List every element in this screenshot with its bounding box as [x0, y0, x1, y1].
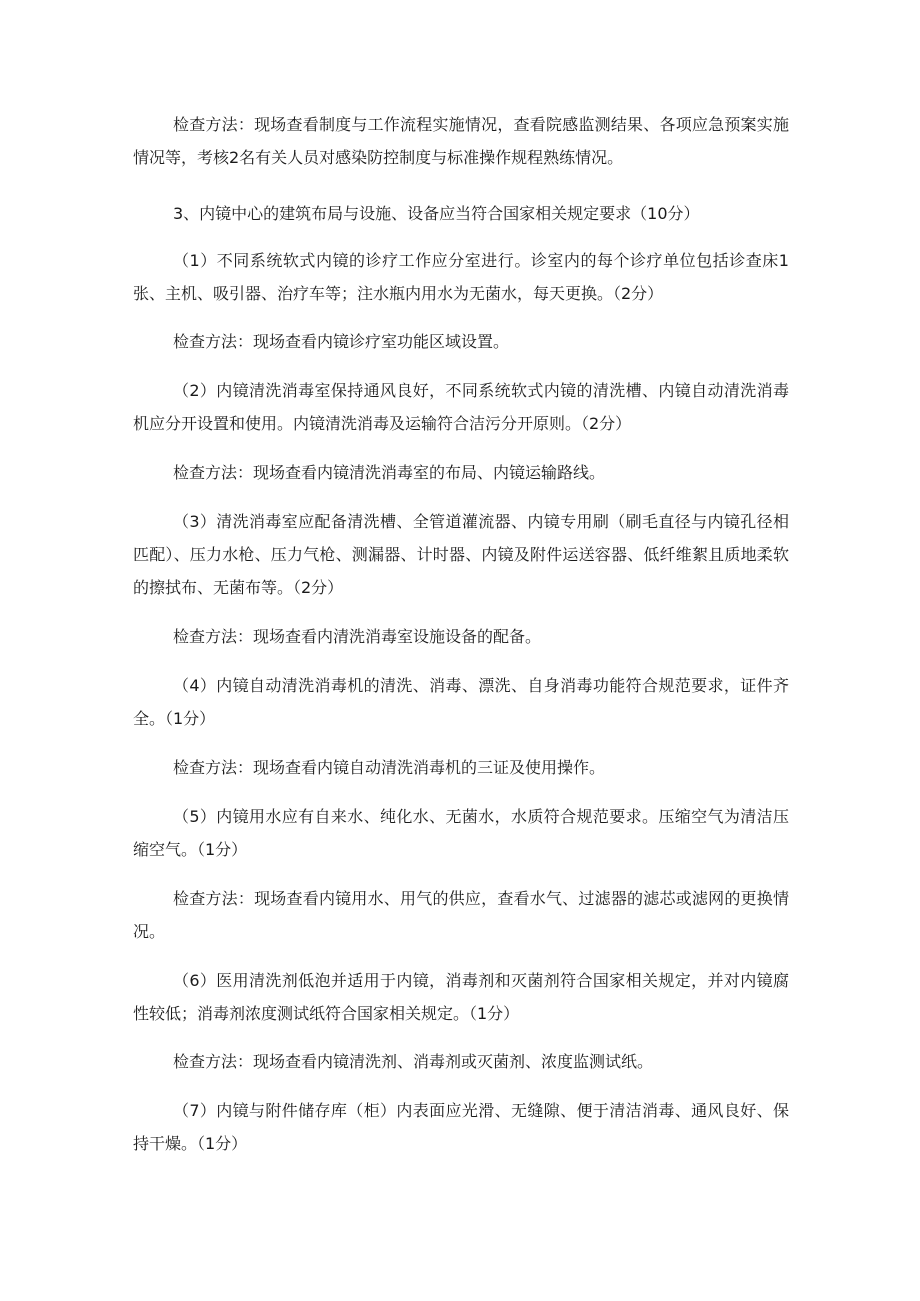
item-6-paragraph: （6）医用清洗剂低泡并适用于内镜，消毒剂和灭菌剂符合国家相关规定，并对内镜腐性较低；消毒剂浓度测试纸符合国家相关规定。（1分） — [133, 971, 789, 1023]
item-4-paragraph: （4）内镜自动清洗消毒机的清洗、消毒、漂洗、自身消毒功能符合规范要求，证件齐全。（1分） — [133, 676, 789, 728]
inspection-method-paragraph: 检查方法：现场查看内清洗消毒室设施设备的配备。 — [173, 627, 542, 646]
inspection-method-paragraph: 检查方法：现场查看内镜清洗消毒室的布局、内镜运输路线。 — [173, 463, 606, 482]
inspection-method-paragraph: 检查方法：现场查看内镜用水、用气的供应，查看水气、过滤器的滤芯或滤网的更换情况。 — [133, 889, 789, 941]
inspection-method-paragraph: 检查方法：现场查看内镜诊疗室功能区域设置。 — [173, 332, 510, 351]
item-2-paragraph: （2）内镜清洗消毒室保持通风良好，不同系统软式内镜的清洗槽、内镜自动清洗消毒机应分开设置和使用。内镜清洗消毒及运输符合洁污分开原则。（2分） — [133, 381, 789, 433]
inspection-method-paragraph: 检查方法：现场查看内镜自动清洗消毒机的三证及使用操作。 — [173, 758, 606, 777]
inspection-method-paragraph: 检查方法：现场查看制度与工作流程实施情况，查看院感监测结果、各项应急预案实施情况等，考核2名有关人员对感染防控制度与标准操作规程熟练情况。 — [133, 115, 789, 167]
inspection-method-paragraph: 检查方法：现场查看内镜清洗剂、消毒剂或灭菌剂、浓度监测试纸。 — [173, 1052, 654, 1071]
item-1-paragraph: （1）不同系统软式内镜的诊疗工作应分室进行。诊室内的每个诊疗单位包括诊查床1张、主机、吸引器、治疗车等；注水瓶内用水为无菌水，每天更换。（2分） — [133, 251, 789, 303]
item-3-paragraph: （3）清洗消毒室应配备清洗槽、全管道灌流器、内镜专用刷（刷毛直径与内镜孔径相匹配）、压力水枪、压力气枪、测漏器、计时器、内镜及附件运送容器、低纤维絮且质地柔软的擦拭布、无菌布等。（2分） — [133, 512, 789, 597]
section-heading-3: 3、内镜中心的建筑布局与设施、设备应当符合国家相关规定要求（10分） — [173, 204, 700, 223]
item-5-paragraph: （5）内镜用水应有自来水、纯化水、无菌水，水质符合规范要求。压缩空气为清洁压缩空气。（1分） — [133, 807, 789, 859]
item-7-paragraph: （7）内镜与附件储存库（柜）内表面应光滑、无缝隙、便于清洁消毒、通风良好、保持干燥。（1分） — [133, 1101, 789, 1153]
